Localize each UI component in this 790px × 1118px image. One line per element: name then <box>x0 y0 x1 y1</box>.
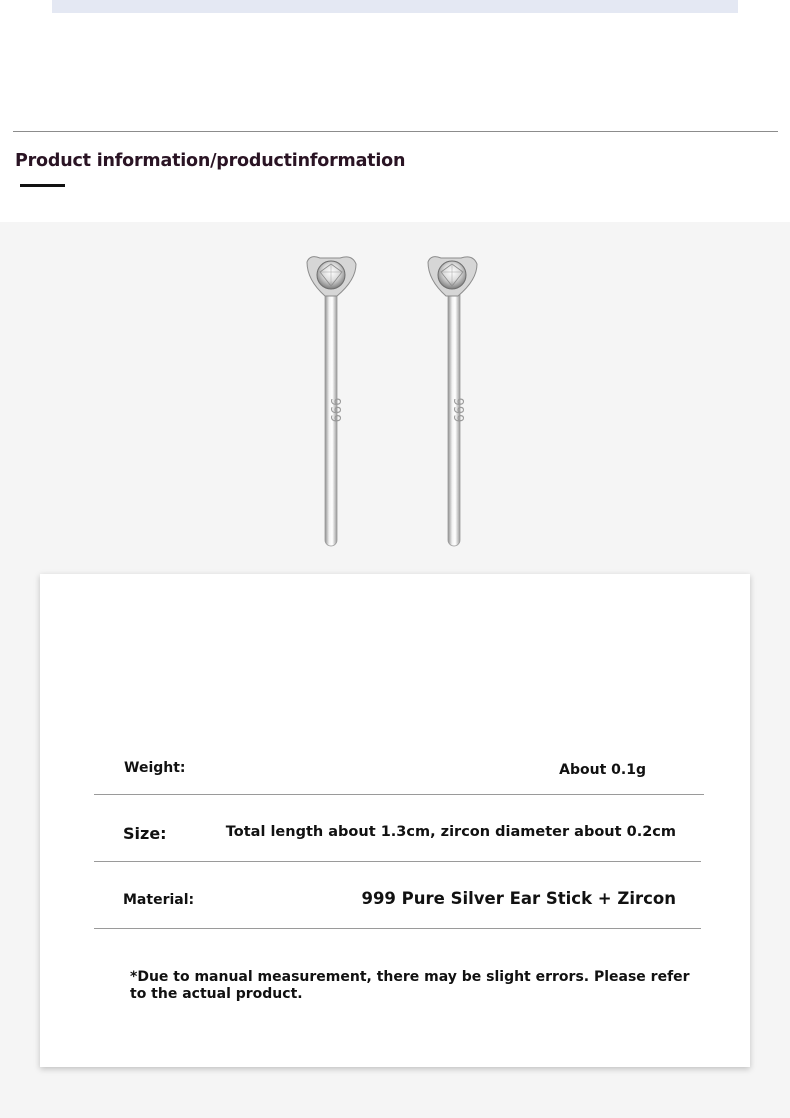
spec-divider <box>94 794 704 795</box>
spec-card <box>40 574 750 1067</box>
engraving-left: 999 <box>327 397 342 423</box>
top-banner-strip <box>52 0 738 13</box>
spec-value-weight: About 0.1g <box>559 762 646 778</box>
earring-left <box>307 257 356 546</box>
spec-label-size: Size: <box>123 824 167 843</box>
section-title: Product information/productinformation <box>15 151 406 171</box>
measurement-note: *Due to manual measurement, there may be slight errors. Please refer to the actual product. <box>130 969 690 1002</box>
spec-value-material: 999 Pure Silver Ear Stick + Zircon <box>361 889 676 908</box>
spec-value-size: Total length about 1.3cm, zircon diameter about 0.2cm <box>225 824 676 840</box>
section-divider <box>13 131 778 132</box>
product-image <box>290 250 500 555</box>
title-underline <box>20 184 65 187</box>
spec-label-material: Material: <box>123 892 195 908</box>
spec-label-weight: Weight: <box>124 760 186 776</box>
spec-divider <box>94 861 701 862</box>
engraving-right: 999 <box>450 397 465 423</box>
earring-right <box>428 257 477 546</box>
spec-divider <box>94 928 701 929</box>
